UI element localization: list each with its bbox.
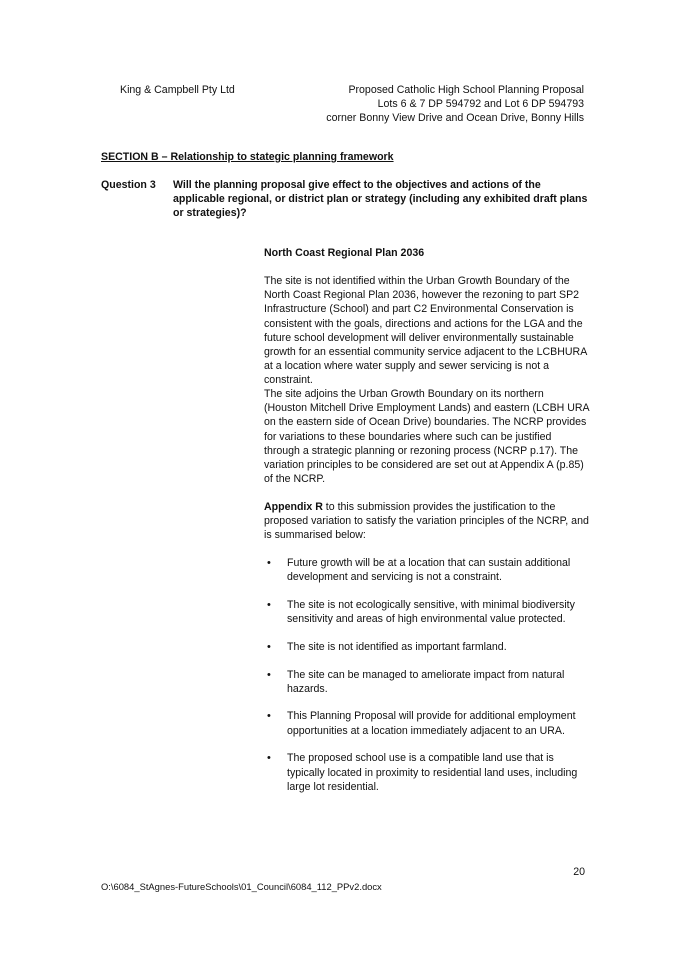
list-item — [264, 640, 594, 654]
list-item — [264, 598, 594, 626]
header-company: King & Campbell Pty Ltd — [120, 84, 235, 96]
list-item-text: This Planning Proposal will provide for additional employment opportunities at a location immediately adjacent to an URA. — [287, 710, 576, 737]
paragraph-urban-growth-boundary: The site adjoins the Urban Growth Boundary on its northern (Houston Mitchell Drive Employment Lands) and eastern (LCBH URA on the eastern side of Ocean Drive) boundaries. The NCRP provides for variations to these boundaries where such can be justified through a strategic planning or rezoning process (NCRP p.17). The variation principles to be considered are set out at Appendix A (p.85) of the NCRP. — [264, 388, 590, 486]
appendix-reference: Appendix R — [264, 501, 323, 513]
question-label: Question 3 — [101, 179, 156, 191]
list-item-text: The proposed school use is a compatible land use that is typically located in proximity to residential land uses, including large lot residential. — [287, 752, 578, 793]
paragraph-appendix — [264, 500, 589, 543]
question-text: Will the planning proposal give effect to the objectives and actions of the applicable regional, or district plan or strategy (including any exhibited draft plans or strategies)? — [173, 179, 588, 220]
list-item — [264, 556, 594, 584]
bullet-icon: • — [267, 640, 271, 653]
bullet-icon: • — [267, 752, 271, 765]
variation-principles-list — [264, 556, 594, 807]
section-title: SECTION B – Relationship to stategic planning framework — [101, 151, 394, 163]
bullet-icon: • — [267, 668, 271, 681]
header-line-location: corner Bonny View Drive and Ocean Drive, Bonny Hills — [326, 112, 584, 125]
list-item — [264, 751, 594, 794]
bullet-icon: • — [267, 598, 271, 611]
header-project-info — [284, 83, 584, 126]
bullet-icon: • — [267, 710, 271, 723]
list-item — [264, 709, 594, 737]
page-number: 20 — [573, 866, 585, 878]
list-item — [264, 668, 594, 696]
bullet-icon: • — [267, 557, 271, 569]
list-item-text: The site is not ecologically sensitive, with minimal biodiversity sensitivity and areas of high environmental value protected. — [287, 598, 575, 626]
paragraph-ncrp-overview: The site is not identified within the Urban Growth Boundary of the North Coast Regional Plan 2036, however the rezoning to part SP2 Infrastructure (School) and part C2 Environmental Conservation is consistent with the goals, directions and actions for the LGA and the future school development will deliver environmentally sustainable growth for an essential community service adjacent to the LCBHURA at a location where water supply and sewer servicing is not a constraint. — [264, 275, 587, 387]
list-item-text: The site is not identified as important farmland. — [287, 640, 507, 653]
footer-file-path: O:\6084_StAgnes-FutureSchools\01_Council\6084_112_PPv2.docx — [101, 881, 382, 892]
appendix-text: to this submission provides the justification to the proposed variation to satisfy the variation principles of the NCRP, and is summarised below: — [264, 501, 589, 542]
header-line-title: Proposed Catholic High School Planning Proposal — [348, 84, 584, 96]
list-item-text: The site can be managed to ameliorate impact from natural hazards. — [287, 668, 565, 695]
header-line-lots: Lots 6 & 7 DP 594792 and Lot 6 DP 594793 — [377, 98, 584, 111]
subheading: North Coast Regional Plan 2036 — [264, 247, 425, 259]
list-item-text: Future growth will be at a location that can sustain additional development and servicing is not a constraint. — [287, 557, 571, 584]
